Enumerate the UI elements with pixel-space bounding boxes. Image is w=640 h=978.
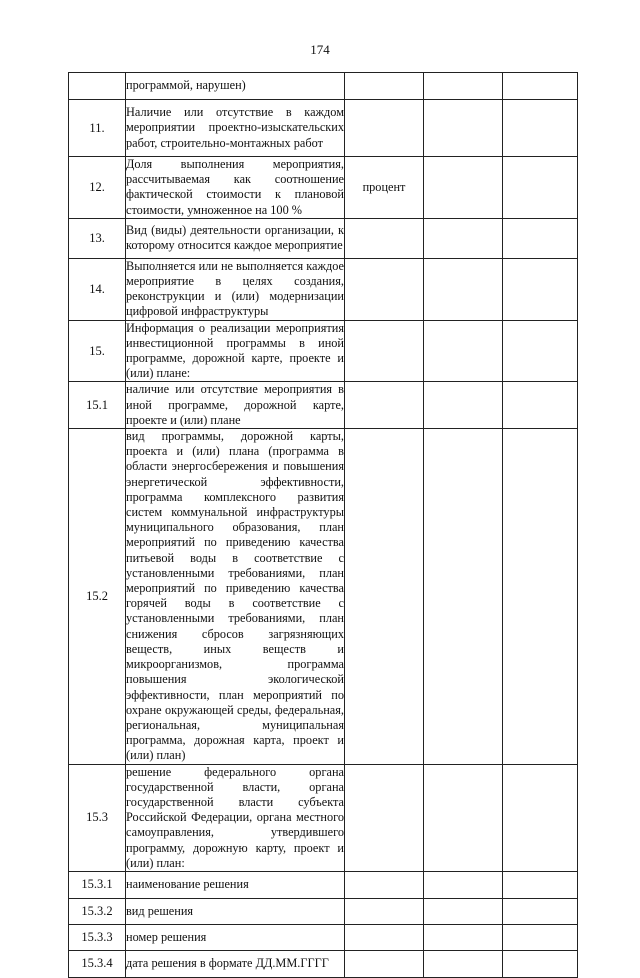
table-row — [69, 764, 578, 871]
row-description: Выполняется или не выполняется каждое мероприятие в целях создания, реконструкции и (или) модернизации цифровой инфраструктуры — [126, 258, 344, 319]
row-description: Доля выполнения мероприятия, рассчитываемая как соотношение фактической стоимости к плановой стоимости, умноженное на 100 % — [126, 157, 344, 217]
value-cell — [424, 258, 503, 320]
table-row — [69, 100, 578, 157]
value-cell — [503, 218, 578, 258]
value-cell — [424, 924, 503, 950]
value-cell — [503, 924, 578, 950]
table-row — [69, 871, 578, 898]
table-row — [69, 320, 578, 382]
row-number: 14. — [69, 258, 126, 320]
value-cell — [503, 73, 578, 100]
row-unit — [345, 429, 424, 764]
row-description: наименование решения — [126, 871, 345, 898]
row-description: решение федерального органа государственной власти, органа государственной власти субъекта Российской Федерации, органа местного самоуправления, утвердившего программу, дорожную карту, проект и (или) план: — [126, 764, 344, 870]
value-cell — [424, 157, 503, 219]
row-unit — [345, 73, 424, 100]
value-cell — [503, 258, 578, 320]
row-number: 15. — [69, 320, 126, 382]
row-unit — [345, 258, 424, 320]
page-number: 174 — [310, 42, 330, 57]
value-cell — [424, 898, 503, 924]
row-number: 15.3.2 — [69, 898, 126, 924]
row-number: 15.3.1 — [69, 871, 126, 898]
row-unit — [345, 871, 424, 898]
row-number: 15.2 — [69, 429, 126, 764]
row-unit — [345, 382, 424, 429]
value-cell — [503, 764, 578, 871]
row-number: 15.1 — [69, 382, 126, 429]
row-number: 11. — [69, 100, 126, 157]
table-row — [69, 429, 578, 764]
row-unit — [345, 764, 424, 871]
value-cell — [424, 73, 503, 100]
row-description: наличие или отсутствие мероприятия в иной программе, дорожной карте, проекте и (или) плане — [126, 382, 344, 427]
row-description: Наличие или отсутствие в каждом мероприятии проектно-изыскательских работ, строительно-монтажных работ — [126, 100, 345, 157]
row-unit — [345, 100, 424, 157]
row-number: 12. — [69, 157, 126, 219]
row-description: программой, нарушен) — [126, 73, 345, 100]
row-number: 13. — [69, 218, 126, 258]
value-cell — [503, 382, 578, 429]
row-unit — [345, 218, 424, 258]
table-row — [69, 218, 578, 258]
row-number: 15.3.3 — [69, 924, 126, 950]
value-cell — [503, 157, 578, 219]
value-cell — [424, 429, 503, 764]
row-description: вид программы, дорожной карты, проекта и (или) плана (программа в области энергосбережения и повышения энергетической эффективности, программа комплексного развития систем коммунальной инфраструктуры муниципального образования, план мероприятий по приведению качества питьевой воды в соответствие с установленными требованиями, план мероприятий по приведению качества горячей воды в соответствие с установленными требованиями, план снижения сбросов загрязняющих веществ, иных веществ и микроорганизмов, программа повышения экологической эффективности, план мероприятий по охране окружающей среды, федеральная, региональная, муниципальная программа, дорожная карта, проект и (или) план) — [126, 429, 344, 763]
row-unit — [345, 320, 424, 382]
value-cell — [503, 429, 578, 764]
value-cell — [503, 100, 578, 157]
table-row — [69, 73, 578, 100]
row-unit — [345, 924, 424, 950]
row-unit — [345, 950, 424, 977]
value-cell — [424, 764, 503, 871]
value-cell — [503, 898, 578, 924]
value-cell — [424, 218, 503, 258]
row-number — [69, 73, 126, 100]
table-row — [69, 924, 578, 950]
table-row — [69, 382, 578, 429]
value-cell — [424, 950, 503, 977]
value-cell — [503, 871, 578, 898]
row-description: номер решения — [126, 924, 345, 950]
row-description: вид решения — [126, 898, 345, 924]
row-unit — [345, 898, 424, 924]
value-cell — [424, 100, 503, 157]
table-row — [69, 157, 578, 219]
row-unit: процент — [345, 157, 424, 219]
indicator-table — [68, 72, 578, 978]
value-cell — [424, 320, 503, 382]
table-row — [69, 258, 578, 320]
row-number: 15.3.4 — [69, 950, 126, 977]
table-row — [69, 898, 578, 924]
row-number: 15.3 — [69, 764, 126, 871]
row-description: Информация о реализации мероприятия инвестиционной программы в иной программе, дорожной карте, проекте и (или) плане: — [126, 320, 344, 381]
value-cell — [424, 871, 503, 898]
table-row — [69, 950, 578, 977]
row-description: дата решения в формате ДД.ММ.ГГГГ — [126, 950, 345, 977]
row-description: Вид (виды) деятельности организации, к которому относится каждое мероприятие — [126, 218, 345, 258]
value-cell — [424, 382, 503, 429]
value-cell — [503, 950, 578, 977]
value-cell — [503, 320, 578, 382]
